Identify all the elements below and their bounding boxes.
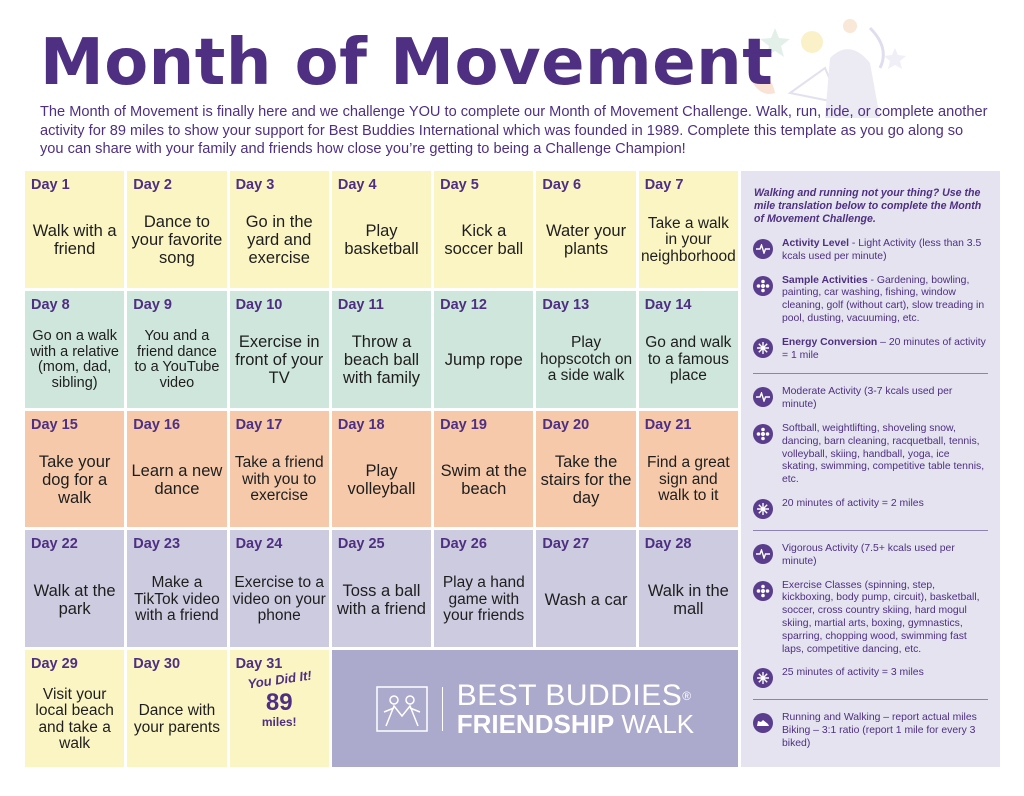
day-activity: Go in the yard and exercise [245,213,313,268]
day-activity: Exercise to a video on your phone [232,574,326,625]
badge-line-1: You Did It! [246,667,313,692]
day-activity: Toss a ball with a friend [337,581,426,618]
day-number: Day 3 [235,177,275,193]
vigorous-samples-row [753,580,988,657]
day-cell [25,530,124,647]
heartbeat-icon [753,239,773,259]
flower-icon [753,276,773,296]
samples-text: Exercise Classes (spinning, step, kickboxing, body pump, circuit), basketball, soccer, cross country skiing, hard mogul skiing, martial arts, boxing, gymnastics, sparring, chopping wood, swimming fast laps, competitive dancing, etc. [782,579,980,655]
day-activity: Play hopscotch on a side walk [539,334,633,385]
light-conversion-row [753,337,988,363]
panel-heading: Walking and running not your thing? Use the mile translation below to complete the Month of Movement Challenge. [754,187,982,225]
day-activity: Take the stairs for the day [540,452,632,507]
level-text: Moderate Activity (3-7 kcals used per minute) [782,386,953,411]
flower-icon [753,581,773,601]
mile-translation-panel [741,171,1000,767]
day-number: Day 17 [235,416,283,433]
day-activity: Make a TikTok video with a friend [134,574,220,625]
day-number: Day 22 [31,536,78,553]
energy-icon [753,499,773,519]
day-number: Day 23 [133,536,181,553]
badge-line-3: miles! [261,715,297,730]
day-number: Day 15 [31,416,78,433]
day-cell [434,291,533,408]
day-cell [332,411,431,528]
day-cell [434,171,533,288]
heartbeat-icon [753,387,773,407]
page-title: Month of Movement [40,26,774,100]
divider [753,530,988,531]
best-buddies-logo [332,650,738,767]
flower-icon [753,424,773,444]
day-number: Day 12 [440,296,487,313]
moderate-level-row [753,386,988,412]
intro-text: The Month of Movement is finally here and we challenge YOU to complete our Month of Movement Challenge. Walk, run, ride, or complete another activity for 89 miles to show your support for Best Buddies International which was founded in 1989. Complete this template as you go along so you can share with your family and friends how close you’re getting to being a Challenge Champion! [40,104,988,157]
day-cell [332,291,431,408]
conversion-text: 20 minutes of activity = 2 miles [782,497,924,509]
day-cell [332,171,431,288]
day-number: Day 25 [337,536,385,553]
day-activity: Go on a walk with a relative (mom, dad, sibling) [30,328,119,391]
logo-divider [442,687,443,731]
day-activity: Find a great sign and walk to it [646,454,730,505]
day-number: Day 1 [31,177,70,193]
day-cell [434,411,533,528]
day-cell [230,411,329,528]
day-cell [230,650,329,767]
day-cell [230,171,329,288]
running-biking-row [753,712,988,750]
day-number: Day 7 [644,177,684,193]
light-level-row [753,238,988,264]
day-cell [25,411,124,528]
you-did-it-badge [230,667,329,730]
logo-line-1: BEST BUDDIES [456,678,683,712]
vigorous-level-row [753,543,988,569]
day-activity: Play basketball [344,222,419,259]
day-cell [230,530,329,647]
day-number: Day 9 [133,296,172,313]
samples-text: - Gardening, bowling, painting, car washing, fishing, window cleaning, golf (without cart), slow treading in pool, dusting, vacuuming, etc. [782,274,985,324]
day-activity: Dance with your parents [133,702,220,736]
day-activity: Water your plants [546,222,627,259]
day-cell [230,291,329,408]
day-number: Day 19 [440,416,487,433]
day-cell [536,530,635,647]
day-activity: Swim at the beach [440,461,527,498]
conversion-text: 25 minutes of activity = 3 miles [782,667,924,679]
day-cell [639,411,738,528]
day-activity: You and a friend dance to a YouTube video [134,328,220,391]
calendar-grid [25,171,738,767]
day-activity: Dance to your favorite song [131,213,223,268]
day-activity: Throw a beach ball with family [342,333,420,388]
day-activity: Kick a soccer ball [444,222,524,259]
day-activity: Walk in the mall [647,581,729,618]
heartbeat-icon [753,544,773,564]
day-activity: Exercise in front of your TV [235,333,324,388]
energy-icon [753,338,773,358]
day-number: Day 26 [440,536,487,553]
energy-icon [753,668,773,688]
logo-wordmark [456,678,695,739]
day-number: Day 13 [542,296,590,313]
day-activity: Go and walk to a famous place [645,334,732,385]
divider [753,373,988,374]
day-activity: Take a walk in your neighborhood [640,214,736,265]
buddies-figures-icon [376,686,428,732]
day-activity: Take a friend with you to exercise [234,454,324,505]
level-label: Activity Level [782,238,849,249]
day-activity: Take your dog for a walk [38,452,111,507]
vigorous-conversion-row [753,667,988,688]
day-number: Day 6 [542,177,582,193]
conversion-label: Energy Conversion [782,336,878,348]
day-cell [536,171,635,288]
day-number: Day 29 [31,656,78,673]
day-activity: Jump rope [444,351,523,370]
samples-label: Sample Activities [782,274,868,286]
day-activity: Play volleyball [347,461,416,498]
badge-miles-number: 89 [265,689,293,717]
day-activity: Visit your local beach and take a walk [35,685,114,753]
day-cell [536,411,635,528]
day-cell [639,530,738,647]
day-activity: Walk at the park [33,581,116,618]
day-number: Day 10 [235,296,283,313]
moderate-samples-row [753,423,988,487]
samples-text: Softball, weightlifting, shoveling snow, dancing, barn cleaning, racquetball, tennis, volleyball, skiing, handball, yoga, ice skating, swimming, competitive table tennis, etc. [782,422,985,486]
day-number: Day 5 [440,177,479,193]
logo-line-2: WALK [621,708,695,739]
day-activity: Walk with a friend [32,222,117,259]
day-cell [434,530,533,647]
moderate-conversion-row [753,498,988,519]
day-number: Day 24 [235,536,283,553]
running-biking-text: Running and Walking – report actual miles Biking – 3:1 ratio (report 1 mile for every 3 biked) [782,712,977,749]
day-number: Day 16 [133,416,181,433]
day-cell [127,171,226,288]
day-activity: Wash a car [544,590,628,609]
day-cell [332,530,431,647]
day-number: Day 27 [542,536,590,553]
shoe-icon [753,713,773,733]
day-cell [639,171,738,288]
day-cell [25,171,124,288]
day-number: Day 20 [542,416,590,433]
day-number: Day 11 [337,296,384,313]
level-text: - Light Activity (less than 3.5 kcals used per minute) [782,238,982,262]
day-cell [639,291,738,408]
day-number: Day 28 [644,536,692,553]
day-number: Day 31 [235,656,283,673]
day-cell [25,291,124,408]
conversion-text: – 20 minutes of activity = 1 mile [782,336,986,361]
day-number: Day 30 [133,656,181,673]
day-cell [536,291,635,408]
light-samples-row [753,275,988,326]
day-number: Day 18 [337,416,385,433]
day-cell [127,650,226,767]
day-activity: Play a hand game with your friends [442,574,525,625]
divider [753,699,988,700]
day-activity: Learn a new dance [131,461,223,498]
day-cell [127,291,226,408]
logo-line-2-bold: FRIENDSHIP [456,708,615,739]
day-number: Day 4 [337,177,377,193]
day-number: Day 14 [644,296,692,313]
day-cell [127,530,226,647]
level-text: Vigorous Activity (7.5+ kcals used per minute) [782,542,955,567]
day-number: Day 8 [31,296,70,313]
day-cell [127,411,226,528]
registered-mark: ® [682,688,692,703]
day-number: Day 2 [133,177,172,193]
day-number: Day 21 [644,416,692,433]
day-cell [25,650,124,767]
